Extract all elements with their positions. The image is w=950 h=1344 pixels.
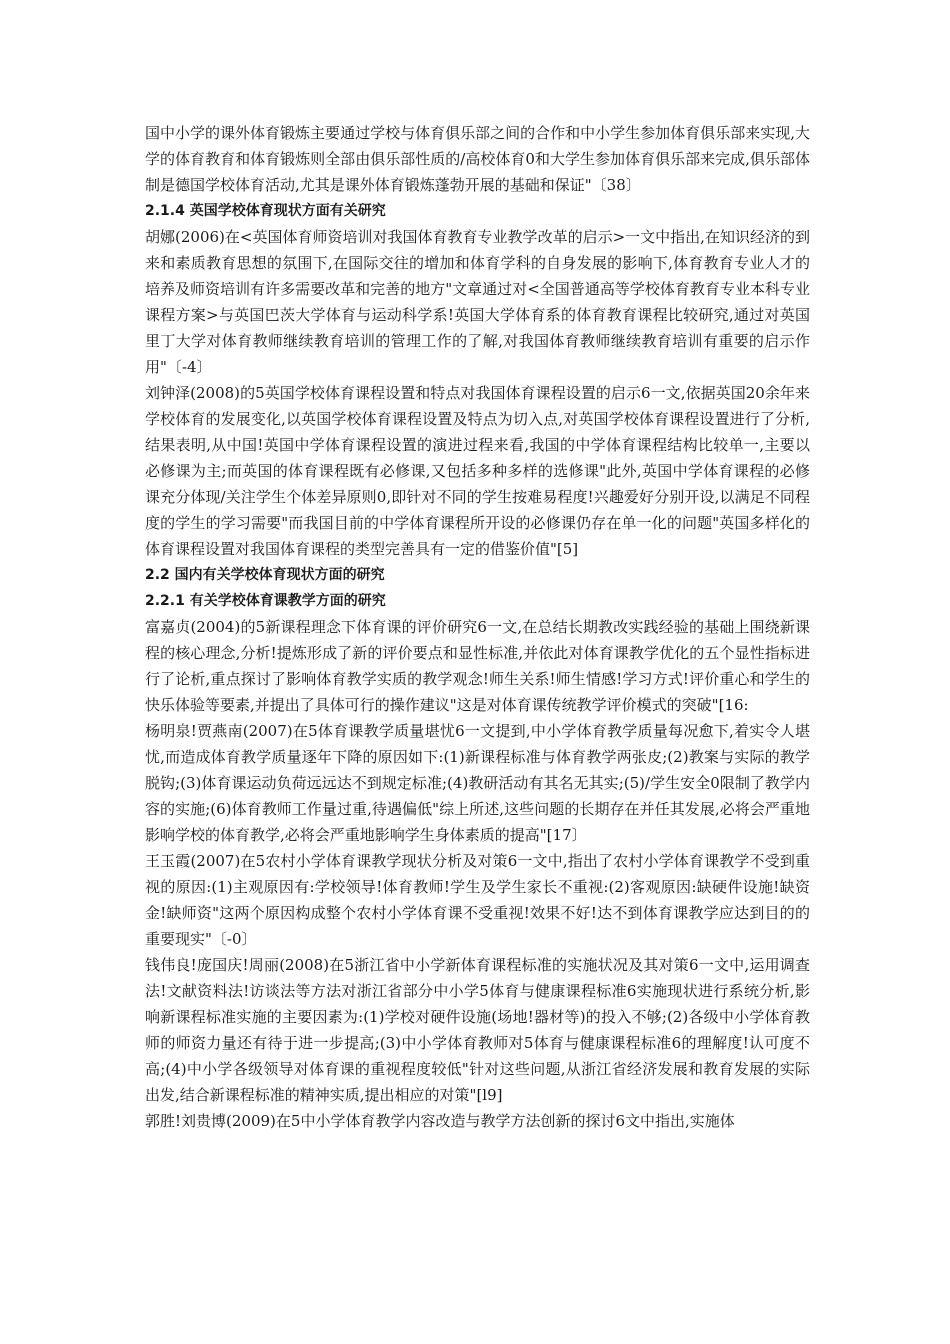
paragraph-hu-na: 胡娜(2006)在<英国体育师资培训对我国体育教育专业教学改革的启示>一文中指出,在知识经济的到来和素质教育思想的氛围下,在国际交往的增加和体育学科的自身发展的影响下,体育教育专业人才的培养及师资培训有许多需要改革和完善的地方"文章通过对<全国普通高等学校体育教育专业本科专业课程方案>与英国巴茨大学体育与运动科学系!英国大学体育系的体育教育课程比较研究,通过对英国里丁大学对体育教师继续教育培训的管理工作的了解,对我国体育教师继续教育培训有重要的启示作用"〔-4〕 xyxy=(145,228,810,376)
paragraph-qian-weiliang: 钱伟良!庞国庆!周丽(2008)在5浙江省中小学新体育课程标准的实施状况及其对策6一文中,运用调查法!文献资料法!访谈法等方法对浙江省部分中小学5体育与健康课程标准6实施现状进行系统分析,影响新课程标准实施的主要因素为:(1)学校对硬件设施(场地!器材等)的投入不够;(2)各级中小学体育教师的师资力量还有待于进一步提高;(3)中小学体育教师对5体育与健康课程标准6的理解度!认可度不高;(4)中小学各级领导对体育课的重视程度较低"针对这些问题,从浙江省经济发展和教育发展的实际出发,结合新课程标准的精神实质,提出相应的对策"[l9] xyxy=(145,956,810,1104)
paragraph-wang-yuxia: 王玉霞(2007)在5农村小学体育课教学现状分析及对策6一文中,指出了农村小学体育课教学不受到重视的原因:(1)主观原因有:学校领导!体育教师!学生及学生家长不重视:(2)客观原因:缺硬件设施!缺资金!缺师资"这两个原因构成整个农村小学体育课不受重视!效果不好!达不到体育课教学应达到目的的重要现实"〔-0〕 xyxy=(145,852,810,948)
paragraph-fu-jiazhen: 富嘉贞(2004)的5新课程理念下体育课的评价研究6一文,在总结长期教改实践经验的基础上围绕新课程的核心理念,分析!提炼形成了新的评价要点和显性标准,并依此对体育课教学优化的五个显性指标进行了论析,重点探讨了影响体育教学实质的教学观念!师生关系!师生情感!学习方式!评价重心和学生的快乐体验等要素,并提出了具体可行的操作建议"这是对体育课传统教学评价模式的突破"[16: xyxy=(145,618,810,714)
paragraph-german-clubs: 国中小学的课外体育锻炼主要通过学校与体育俱乐部之间的合作和中小学生参加体育俱乐部来实现,大学的体育教育和体育锻炼则全部由俱乐部性质的/高校体育0和大学生参加体育俱乐部来完成,俱乐部体制是德国学校体育活动,尤其是课外体育锻炼蓬勃开展的基础和保证"〔38〕 xyxy=(145,124,810,194)
paragraph-guo-sheng: 郭胜!刘贵博(2009)在5中小学体育教学内容改造与教学方法创新的探讨6文中指出,实施体 xyxy=(145,1112,735,1130)
paragraph-yang-mingquan: 杨明泉!贾燕南(2007)在5体育课教学质量堪忧6一文提到,中小学体育教学质量每况愈下,着实令人堪忧,而造成体育教学质量逐年下降的原因如下:(1)新课程标准与体育教学两张皮;(2)教案与实际的教学脱钩;(3)体育课运动负荷远远达不到规定标准;(4)教研活动有其名无其实;(5)/学生安全0限制了教学内容的实施;(6)体育教师工作量过重,待遇偏低"综上所述,这些问题的长期存在并任其发展,必将会严重地影响学校的体育教学,必将会严重地影响学生身体素质的提高"[17〕 xyxy=(145,722,810,844)
document-body xyxy=(145,120,810,1134)
heading-2-2-1: 2.2.1 有关学校体育课教学方面的研究 xyxy=(145,593,386,609)
heading-2-2: 2.2 国内有关学校体育现状方面的研究 xyxy=(145,567,385,583)
paragraph-liu-zhongze: 刘钟泽(2008)的5英国学校体育课程设置和特点对我国体育课程设置的启示6一文,依据英国20余年来学校体育的发展变化,以英国学校体育课程设置及特点为切入点,对英国学校体育课程设置进行了分析,结果表明,从中国!英国中学体育课程设置的演进过程来看,我国的中学体育课程结构比较单一,主要以必修课为主;而英国的体育课程既有必修课,又包括多种多样的选修课"此外,英国中学体育课程的必修课充分体现/关注学生个体差异原则0,即针对不同的学生按难易程度!兴趣爱好分别开设,以满足不同程度的学生的学习需要"而我国目前的中学体育课程所开设的必修课仍存在单一化的问题"英国多样化的体育课程设置对我国体育课程的类型完善具有一定的借鉴价值"[5] xyxy=(145,384,810,558)
heading-2-1-4: 2.1.4 英国学校体育现状方面有关研究 xyxy=(145,203,386,219)
